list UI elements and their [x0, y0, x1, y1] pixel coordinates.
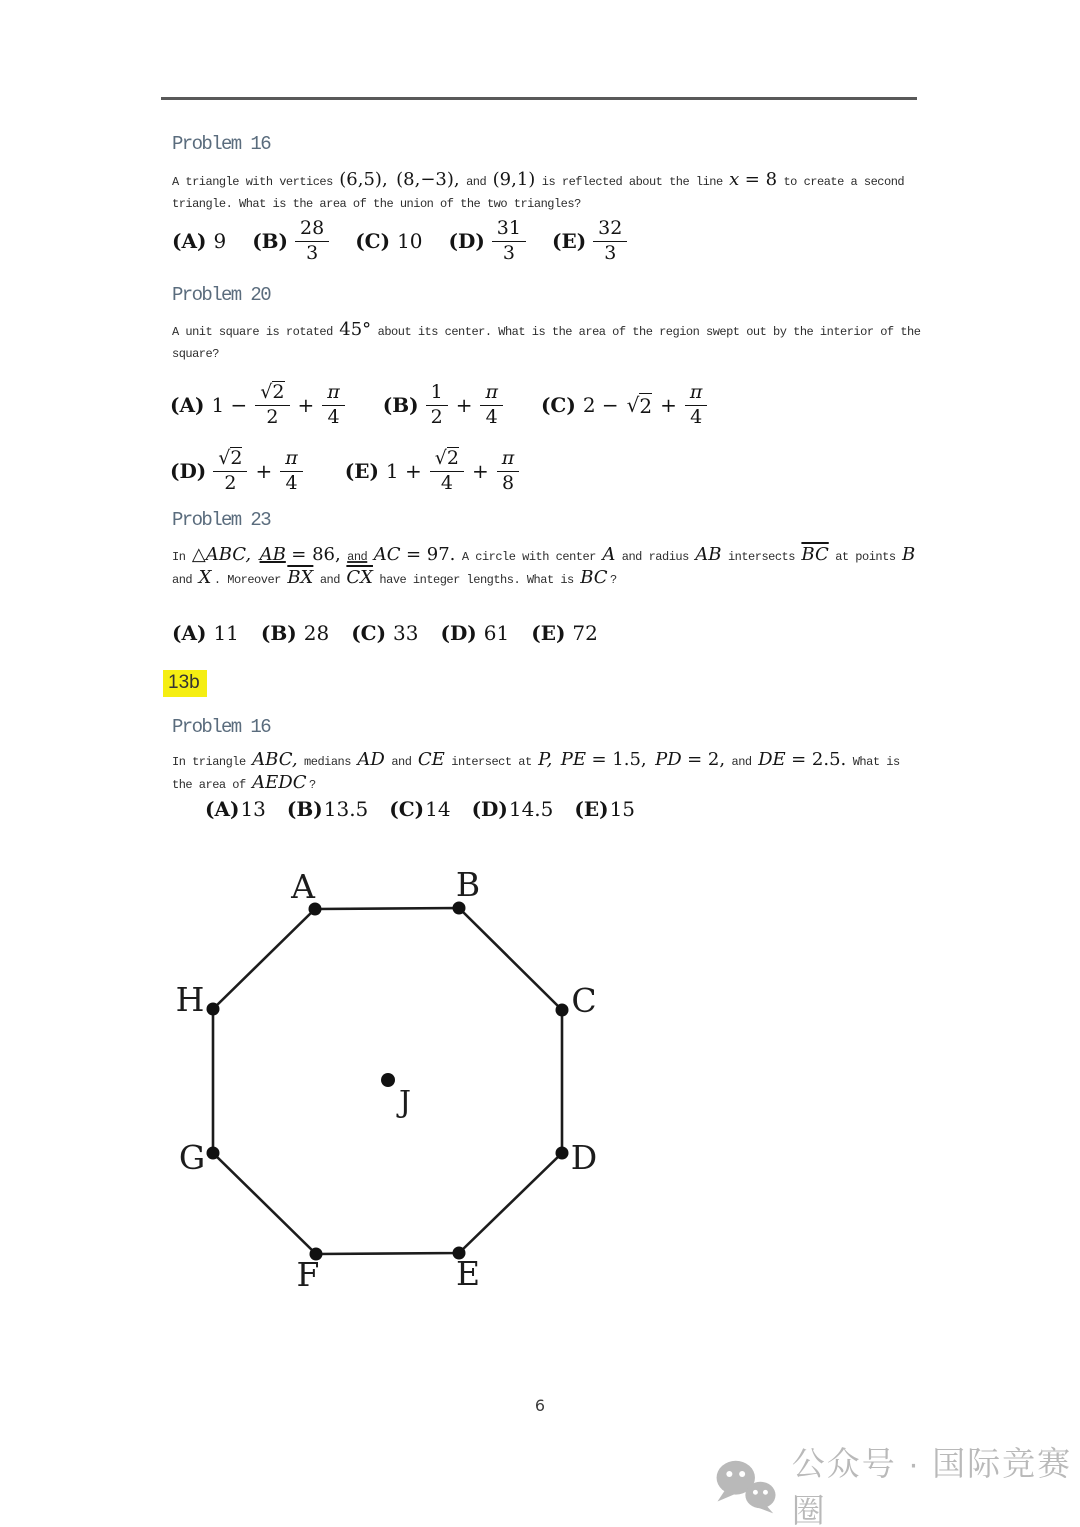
- radical-sign: √: [260, 381, 273, 404]
- vertex-label-h: H: [175, 980, 205, 1019]
- numerator-pi: π: [322, 382, 345, 406]
- math-cx-overline: $\overline{CX}$: [346, 567, 373, 588]
- radicand: 2: [639, 393, 653, 418]
- denominator: 2: [224, 472, 237, 494]
- radicand: 2: [230, 447, 243, 470]
- radical-sign: √: [218, 447, 231, 470]
- vertex-label-a: A: [291, 867, 315, 906]
- math-equals-8: = 8: [744, 169, 778, 190]
- math-bc-overline: $\overline{BC}$: [801, 544, 829, 565]
- section-label-13b: 13b: [163, 670, 207, 697]
- body-text: have integer lengths. What is: [379, 573, 574, 587]
- math-b: B: [901, 544, 916, 565]
- math-eq-2: = 2,: [687, 749, 726, 770]
- body-text: at points: [835, 550, 896, 564]
- body-text: intersect at: [451, 755, 532, 769]
- problem-23-heading: Problem 23: [172, 509, 271, 531]
- answer-option-b: [252, 218, 329, 265]
- radicand: 2: [272, 381, 285, 404]
- math-aedc: AEDC: [252, 772, 307, 793]
- answer-label: (A): [170, 393, 205, 417]
- answer-label: (D): [448, 229, 485, 253]
- answer-value: 13.5: [323, 797, 369, 821]
- plus-sign: +: [471, 459, 489, 483]
- numerator: [430, 447, 464, 472]
- answer-option-a: [205, 797, 266, 821]
- answer-option-c: [355, 229, 422, 253]
- problem-16a-line1: [172, 168, 904, 191]
- vertex-label-c: C: [571, 981, 597, 1020]
- numerator-pi: π: [685, 382, 708, 406]
- page-number: 6: [534, 1396, 546, 1415]
- fraction: [322, 382, 345, 429]
- problem-23-line2: [172, 566, 917, 589]
- answer-option-b: [287, 797, 368, 821]
- math-eq-86: = 86,: [291, 544, 341, 565]
- body-text: ?: [610, 573, 617, 587]
- fraction: [295, 218, 329, 265]
- denominator: 4: [690, 405, 703, 428]
- problem-20-line2: [172, 341, 920, 364]
- answer-label: (C): [389, 797, 425, 821]
- numerator-pi: π: [497, 448, 520, 472]
- answer-value: 33: [393, 621, 419, 645]
- denominator: 2: [430, 405, 443, 428]
- denominator: 3: [604, 241, 617, 264]
- answer-label: (E): [344, 459, 379, 483]
- body-text: and: [466, 175, 487, 189]
- body-text: is reflected about the line: [541, 175, 723, 189]
- math-abc: ABC,: [252, 749, 298, 770]
- answer-label: (C): [540, 393, 576, 417]
- answer-value: 10: [397, 229, 423, 253]
- denominator: 4: [440, 472, 453, 494]
- radical-sign: √: [434, 447, 447, 470]
- body-text: triangle. What is the area of the union of the two triangles?: [172, 197, 581, 211]
- fraction: [430, 447, 464, 495]
- body-text: and: [347, 550, 368, 564]
- math-ab2: AB: [695, 544, 722, 565]
- answer-label: (D): [471, 797, 508, 821]
- answer-option-c: [389, 797, 450, 821]
- answer-term: 2 −: [582, 393, 619, 417]
- answer-value: 72: [572, 621, 598, 645]
- answer-label: (D): [440, 621, 477, 645]
- answer-label: (C): [355, 229, 391, 253]
- fraction: [685, 382, 708, 429]
- body-text: medians: [304, 755, 351, 769]
- answer-option-e: [552, 218, 627, 265]
- center-label-j: J: [398, 1085, 412, 1120]
- answer-option-c: [351, 621, 418, 645]
- math-p: P,: [538, 749, 553, 770]
- answer-label: (E): [531, 621, 566, 645]
- body-text: to create a second: [783, 175, 905, 189]
- math-pd: PD: [655, 749, 682, 770]
- math-triangle-abc: △ABC,: [191, 544, 252, 565]
- octagon-figure: [170, 862, 610, 1302]
- denominator: 8: [501, 471, 515, 494]
- numerator: 31: [492, 218, 526, 242]
- math-eq-2-5: = 2.5.: [791, 749, 847, 770]
- problem-16b-heading: Problem 16: [172, 716, 271, 738]
- body-text: A circle with center: [461, 550, 596, 564]
- math-ad: AD: [357, 749, 385, 770]
- answer-label: (B): [252, 229, 289, 253]
- answer-option-e: [345, 447, 519, 495]
- body-text: In triangle: [172, 755, 246, 769]
- answer-value: 13: [240, 797, 266, 821]
- vertex-label-e: E: [455, 1254, 481, 1293]
- answer-label: (E): [551, 229, 587, 253]
- answer-option-d: [170, 447, 303, 495]
- answer-label: (B): [260, 621, 297, 645]
- fraction: [480, 382, 503, 429]
- problem-16b-line2: [172, 771, 900, 794]
- problem-23-line1: [172, 543, 917, 566]
- body-text: ?: [308, 778, 316, 792]
- body-text: intersects: [727, 550, 795, 564]
- vertex-label-g: G: [178, 1138, 206, 1177]
- vertex-label-f: F: [296, 1255, 320, 1294]
- fraction: [280, 448, 303, 495]
- fraction: [492, 218, 526, 265]
- body-text: and: [731, 755, 752, 769]
- math-point-3: (9,1): [492, 169, 536, 190]
- answer-option-c: [541, 382, 707, 429]
- answer-value: 14.5: [508, 797, 554, 821]
- fraction: [213, 447, 247, 495]
- answer-value: 28: [303, 621, 330, 645]
- vertex-label-b: B: [455, 865, 481, 904]
- math-ac: AC: [373, 544, 401, 565]
- numerator: 32: [593, 218, 627, 242]
- body-text: and radius: [621, 550, 689, 564]
- wechat-watermark: [712, 1445, 1080, 1527]
- answer-option-e: [531, 621, 598, 645]
- denominator: 3: [502, 241, 515, 264]
- problem-23-body: [172, 543, 917, 589]
- math-bc: BC: [580, 567, 608, 588]
- problem-20-answers-row2: [170, 440, 519, 502]
- problem-16b-body: [172, 748, 900, 794]
- answer-value: 14: [425, 797, 451, 821]
- answer-option-a: [170, 381, 345, 429]
- answer-option-a: [172, 621, 239, 645]
- body-text: the area of: [172, 778, 246, 792]
- math-ab: AB: [259, 544, 286, 565]
- center-dot-j: [381, 1073, 395, 1087]
- answer-option-e: [574, 797, 635, 821]
- answer-term: 1 −: [211, 393, 248, 417]
- problem-20-body: [172, 318, 920, 364]
- plus-sign: +: [660, 393, 677, 417]
- problem-16a-heading: Problem 16: [172, 133, 271, 155]
- body-text: . Moreover: [213, 573, 281, 587]
- answer-option-d: [449, 218, 526, 265]
- body-text: A unit square is rotated: [172, 325, 333, 339]
- math-a: A: [602, 544, 616, 565]
- numerator: 1: [426, 382, 448, 406]
- fraction: [426, 382, 448, 429]
- math-point-1: (6,5),: [339, 169, 388, 190]
- answer-label: (B): [286, 797, 323, 821]
- radicand: 2: [446, 447, 459, 470]
- math-pe: PE: [560, 749, 587, 770]
- wechat-icon: [712, 1453, 778, 1517]
- math-eq-97: = 97.: [405, 544, 456, 565]
- denominator: 4: [327, 405, 340, 428]
- answer-label: (A): [205, 797, 240, 821]
- math-eq-1-5: = 1.5,: [591, 749, 647, 770]
- answer-option-b: [261, 621, 329, 645]
- problem-20-line1: [172, 318, 920, 341]
- answer-term: 1 +: [385, 459, 422, 483]
- problem-20-answers-row1: [170, 374, 707, 436]
- answer-value: 11: [213, 621, 239, 645]
- vertex-dot-c: [556, 1004, 569, 1017]
- body-text: What is: [852, 755, 900, 769]
- vertex-dot-g: [207, 1147, 220, 1160]
- answer-label: (E): [574, 797, 609, 821]
- plus-sign: +: [455, 393, 473, 417]
- answer-option-b: [383, 382, 503, 429]
- answer-label: (A): [172, 229, 207, 253]
- wechat-brand-text: 公众号 · 国际竞赛圈: [791, 1445, 1073, 1527]
- sqrt-2: [627, 393, 652, 418]
- answer-label: (C): [351, 621, 387, 645]
- denominator: 3: [306, 241, 319, 264]
- body-text: and: [172, 573, 193, 587]
- body-text: and: [391, 755, 412, 769]
- problem-16a-answers: [172, 216, 627, 266]
- answer-label: (A): [172, 621, 207, 645]
- denominator: 2: [266, 406, 279, 428]
- body-text: about its center. What is the area of the region swept out by the interior of the: [377, 325, 921, 339]
- math-var-x: x: [729, 169, 740, 190]
- plus-sign: +: [255, 459, 273, 483]
- answer-value: 9: [213, 229, 227, 253]
- math-bx-overline: $\overline{BX}$: [287, 567, 314, 588]
- problem-16a-body: [172, 168, 904, 214]
- answer-label: (B): [382, 393, 419, 417]
- body-text: A triangle with vertices: [172, 175, 333, 189]
- problem-23-answers: [172, 618, 598, 648]
- numerator: [213, 447, 247, 472]
- fraction: [255, 381, 289, 429]
- body-text: In: [172, 550, 186, 564]
- math-ce: CE: [417, 749, 445, 770]
- top-divider-line: [161, 97, 917, 100]
- math-45-degrees: 45°: [339, 319, 372, 340]
- math-x: X: [198, 567, 212, 588]
- vertex-dot-d: [556, 1147, 569, 1160]
- fraction: [593, 218, 627, 265]
- body-text: and: [319, 573, 340, 587]
- vertex-dot-h: [207, 1003, 220, 1016]
- numerator: 28: [295, 218, 329, 242]
- body-text: square?: [172, 347, 219, 361]
- fraction: [497, 448, 520, 495]
- answer-value: 15: [609, 797, 636, 821]
- answer-value: 61: [483, 621, 510, 645]
- numerator: [255, 381, 289, 406]
- numerator-pi: π: [480, 382, 503, 406]
- denominator: 4: [485, 405, 498, 428]
- answer-label: (D): [170, 459, 207, 483]
- answer-option-d: [441, 621, 510, 645]
- vertex-label-d: D: [570, 1138, 598, 1177]
- math-de: DE: [758, 749, 786, 770]
- answer-option-a: [172, 229, 226, 253]
- answer-option-d: [472, 797, 554, 821]
- plus-sign: +: [297, 393, 315, 417]
- denominator: 4: [285, 471, 298, 494]
- numerator-pi: π: [280, 448, 303, 472]
- problem-16b-line1: [172, 748, 900, 771]
- problem-20-heading: Problem 20: [172, 284, 271, 306]
- problem-16a-line2: [172, 191, 904, 214]
- radical-sign: √: [626, 392, 640, 417]
- math-point-2: (8,−3),: [396, 169, 460, 190]
- problem-16b-answers: [205, 794, 635, 824]
